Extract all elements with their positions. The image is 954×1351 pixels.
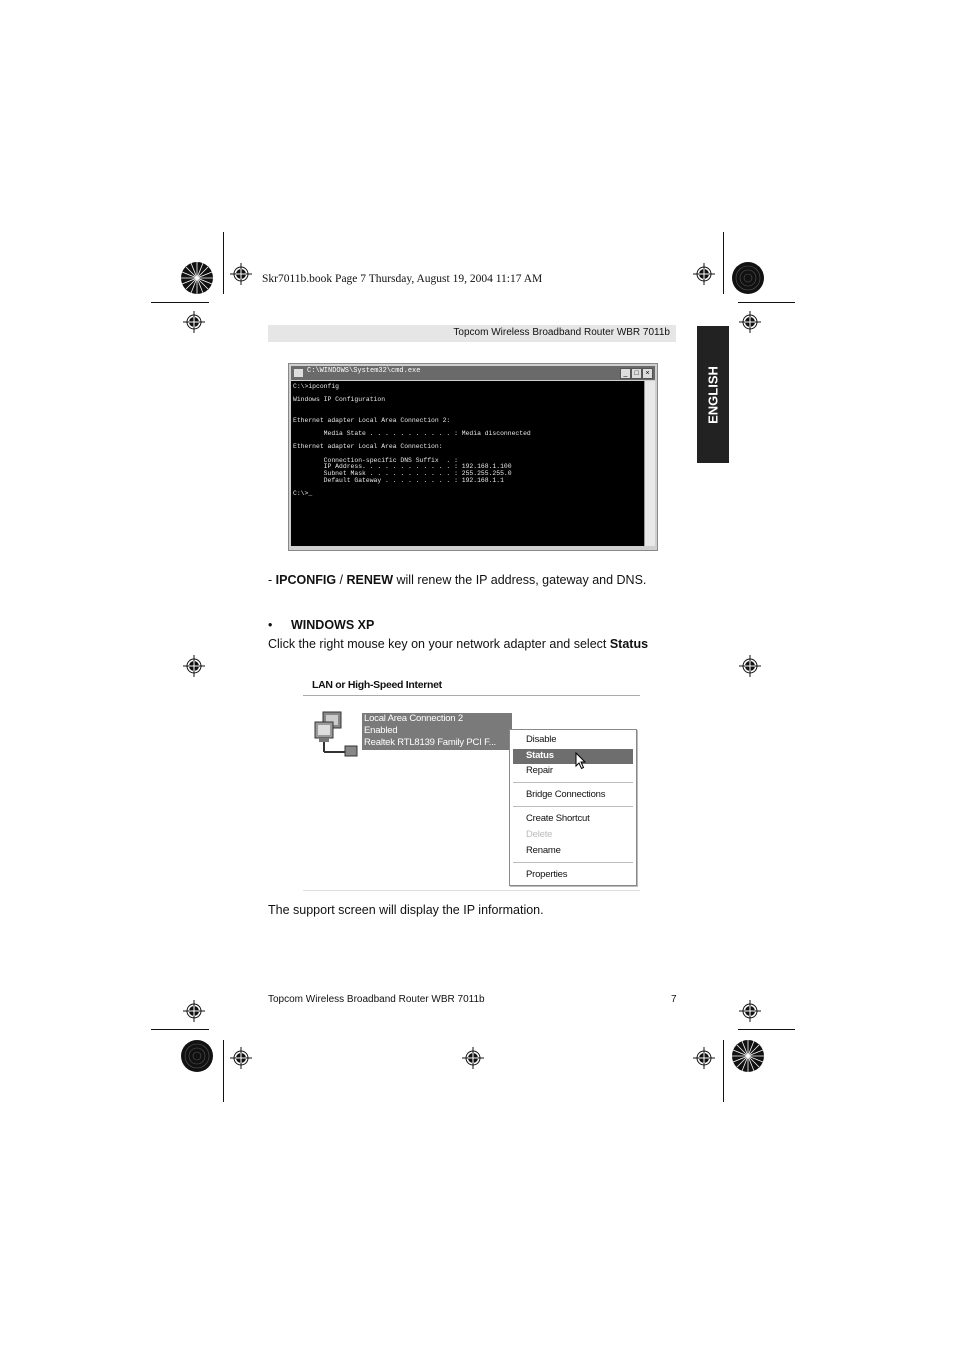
star-target-mark [731,261,765,295]
crop-mark [723,1040,724,1102]
support-screen-note: The support screen will display the IP information. [268,903,544,917]
menu-item-status[interactable]: Status [526,750,554,761]
menu-item-rename[interactable]: Rename [526,845,561,856]
scrollbar[interactable] [644,381,655,546]
registration-mark [230,263,252,285]
menu-item-bridge-connections[interactable]: Bridge Connections [526,789,606,800]
connection-device: Realtek RTL8139 Family PCI F... [364,737,496,748]
registration-mark [693,263,715,285]
language-tab-label: ENGLISH [705,365,721,424]
registration-mark [739,311,761,333]
xp-network-connections-screenshot [303,676,640,892]
crop-mark [223,1040,224,1102]
cmd-title-bar [291,366,655,380]
crop-mark [738,302,795,303]
selected-connection[interactable] [362,713,512,750]
cmd-output [291,381,644,546]
cmd-title: C:\WINDOWS\System32\cmd.exe [307,367,421,375]
header-title: Topcom Wireless Broadband Router WBR 7011b [453,327,670,338]
ipconfig-command: IPCONFIG [275,573,337,587]
star-target-mark [180,261,214,295]
instruction-status: Status [609,637,649,651]
registration-mark [183,1000,205,1022]
context-menu [509,729,637,886]
star-target-mark [180,1039,214,1073]
xp-section-header [303,676,640,696]
registration-mark [739,655,761,677]
crop-mark [723,232,724,294]
windows-xp-instruction [268,637,648,651]
print-slug-line: Skr7011b.book Page 7 Thursday, August 19, 2004 11:17 AM [262,273,543,285]
cmd-window [288,363,658,551]
renew-description: will renew the IP address, gateway and DNS. [393,573,647,587]
renew-prefix: - [268,573,276,587]
star-target-mark [731,1039,765,1073]
menu-separator [513,862,633,863]
maximize-button[interactable]: □ [631,368,642,379]
xp-section-title: LAN or High-Speed Internet [312,679,442,691]
mouse-cursor-icon [575,752,587,770]
crop-mark [151,1029,209,1030]
menu-item-properties[interactable]: Properties [526,869,568,880]
close-button[interactable]: × [642,368,653,379]
renew-instruction [268,573,646,587]
registration-mark [183,655,205,677]
registration-mark [739,1000,761,1022]
cmd-app-icon [294,369,303,377]
menu-separator [513,806,633,807]
page-header [268,325,676,342]
menu-item-disable[interactable]: Disable [526,734,557,745]
menu-separator [513,782,633,783]
registration-mark [693,1047,715,1069]
windows-xp-title: WINDOWS XP [291,618,375,632]
crop-mark [738,1029,795,1030]
registration-mark [230,1047,252,1069]
windows-xp-heading [268,618,374,632]
network-adapter-icon[interactable] [311,708,361,760]
connection-name: Local Area Connection 2 [364,713,463,724]
renew-command: RENEW [346,573,394,587]
menu-item-create-shortcut[interactable]: Create Shortcut [526,813,590,824]
footer-title: Topcom Wireless Broadband Router WBR 7011b [268,994,485,1005]
cmd-output-text: C:\>ipconfig Windows IP Configuration Ethernet adapter Local Area Connection 2: Media State . . . . . . . . . . . : Media disconnected Ethernet adapter Local Area Connection: Connection-specific DNS Suffix . : IP Address. . . . . . . . . . . . : 192.168.1.100 Subnet Mask . . . . . . . . . . . : 255.255.255.0 Default Gateway . . . . . . . . . : 192.168.1.1 C:\>_ [293,383,531,498]
bullet: • [268,618,273,632]
instruction-text: Click the right mouse key on your network adapter and select [268,637,610,651]
crop-mark [223,232,224,294]
registration-mark [462,1047,484,1069]
renew-separator: / [336,573,347,587]
xp-screenshot-bottom-edge [303,890,640,891]
menu-item-delete: Delete [526,829,553,840]
registration-mark [183,311,205,333]
connection-state: Enabled [364,725,398,736]
crop-mark [151,302,209,303]
menu-item-repair[interactable]: Repair [526,765,553,776]
page-number: 7 [671,994,677,1005]
language-tab [697,326,729,463]
minimize-button[interactable]: _ [620,368,631,379]
